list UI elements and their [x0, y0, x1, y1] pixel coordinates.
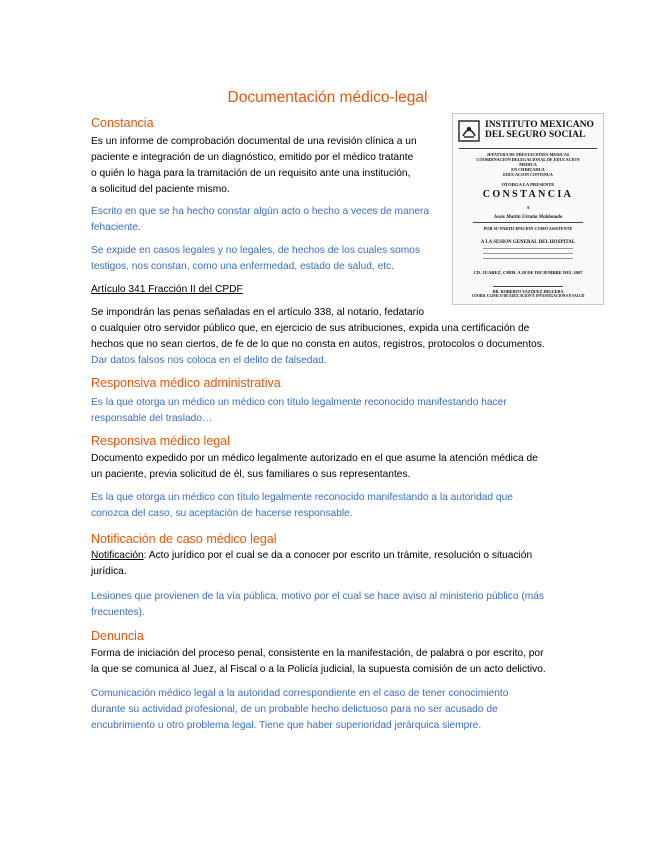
page-title: Documentación médico-legal	[227, 89, 428, 106]
text-line: conozca del caso, su aceptación de hacerse responsable.	[91, 508, 353, 519]
text-line: Lesiones que provienen de la vía pública, motivo por el cual se hace aviso al ministerio público (más	[91, 591, 545, 602]
constancia-note-2	[91, 243, 420, 275]
certificate-org	[485, 120, 601, 140]
org-line: INSTITUTO MEXICANO	[485, 120, 594, 130]
text-line: Se expide en casos legales y no legales, de hechos de los cuales somos	[91, 245, 421, 256]
denuncia-note	[91, 686, 565, 734]
text-line: Es la que otorga un médico un médico con título legalmente reconocido manifestando hacer	[91, 397, 507, 408]
heading-denuncia: Denuncia	[91, 629, 144, 643]
header-line: JEFATURA DE PRESTACIONES MEDICAS	[486, 152, 570, 157]
text-line: Comunicación médico legal a la autoridad correspondiente en el caso de tener conocimiento	[91, 688, 509, 699]
text-line: Documento expedido por un médico legalmente autorizado en el que asume la atención médica de	[91, 453, 538, 464]
article-heading-text: Artículo 341 Fracción II del CPDF	[91, 284, 243, 295]
text-line: paciente e integración de un diagnóstico, emitido por el médico tratante	[91, 152, 414, 163]
text-line: hechos que no sean ciertos, de fe de lo que no consta en autos, registros, protocolos o documentos.	[91, 339, 545, 350]
heading-responsiva-admin: Responsiva médico administrativa	[91, 376, 281, 390]
constancia-definition	[91, 134, 417, 198]
text-line: o cualquier otro servidor público que, en ejercicio de sus atribuciones, expida una certificación de	[91, 323, 530, 334]
text-line: responsable del traslado…	[91, 413, 213, 424]
header-line: MEDICA	[519, 162, 537, 167]
certificate-grants: OTORGA LA PRESENTE	[501, 182, 555, 187]
certificate-place-date: CD. JUAREZ, CHIH. A 20 DE DICIEMBRE DEL 2007	[473, 270, 583, 275]
divider	[459, 148, 597, 149]
responsiva-admin-text	[91, 395, 565, 427]
heading-responsiva-legal: Responsiva médico legal	[91, 434, 230, 448]
divider	[483, 253, 573, 254]
notificacion-definition	[91, 548, 532, 580]
header-line: EDUCACION CONTINUA	[503, 172, 553, 177]
text-line: o quién lo haga para la tramitación de un requisito ante una institución,	[91, 168, 411, 179]
certificate-recipient: Jesús Martín Urrutia Maldonado	[493, 215, 563, 220]
certificate-image	[452, 113, 604, 305]
text-line: a solicitud del paciente mismo.	[91, 184, 230, 195]
notificacion-note	[91, 589, 544, 621]
text-line: Forma de iniciación del proceso penal, consistente en la manifestación, de palabra o por escrito, por	[91, 648, 544, 659]
text-line: encubrimiento u otro problema legal. Tiene que haber superioridad jerárquica siempre.	[91, 720, 482, 731]
certificate-session: A LA SESION GENERAL DEL HOSPITAL	[480, 240, 576, 245]
heading-notificacion: Notificación de caso médico legal	[91, 532, 277, 546]
certificate-signer: DR. ROBERTO VAZQUEZ HIGUERA	[492, 289, 564, 294]
divider	[483, 258, 573, 259]
signature-line	[493, 286, 563, 287]
certificate-title: CONSTANCIA	[482, 189, 574, 200]
certificate-a: A	[526, 205, 530, 210]
text-line: Escrito en que se ha hecho constar algún acto o hecho a veces de manera	[91, 206, 430, 217]
certificate-header	[457, 152, 599, 177]
text-line: testigos, nos constan, como una enfermedad, estado de salud, etc.	[91, 261, 394, 272]
notificacion-term: Notificación	[91, 550, 144, 561]
text-line: frecuentes).	[91, 607, 145, 618]
certificate-signer-role: COORD. CLINICO DE EDUCACION E INVESTIGACION EN SALUD	[471, 294, 585, 298]
certificate-reason: POR SU PARTICIPACION COMO ASISTENTE	[483, 226, 573, 231]
article-note: Dar datos falsos nos coloca en el delito de falsedad.	[91, 355, 327, 366]
header-line: COORDINACION DELEGACIONAL DE EDUCACION	[476, 157, 580, 162]
article-text	[91, 305, 545, 369]
text-line: fehaciente.	[91, 222, 141, 233]
divider	[473, 222, 583, 223]
text-line: la que se comunica al Juez, al Fiscal o a la Policía judicial, la supuesta comisión de un acto delictivo.	[91, 664, 546, 675]
notificacion-def: : Acto jurídico por el cual se da a conocer por escrito un trámite, resolución o situación	[143, 550, 533, 561]
denuncia-definition	[91, 646, 546, 678]
text-line: Se impondrán las penas señaladas en el artículo 338, al notario, fedatario	[91, 307, 425, 318]
responsiva-legal-note	[91, 490, 513, 522]
text-line: jurídica.	[91, 566, 127, 577]
text-line: Es la que otorga un médico con título legalmente reconocido manifestando a la autoridad que	[91, 492, 513, 503]
imss-logo-icon	[458, 120, 480, 142]
org-line: DEL SEGURO SOCIAL	[485, 130, 586, 140]
header-line: EN CHIHUAHUA	[511, 167, 545, 172]
divider	[483, 248, 573, 249]
text-line: Es un informe de comprobación documental de una revisión clínica a un	[91, 136, 417, 147]
constancia-note-1	[91, 204, 429, 236]
responsiva-legal-text	[91, 451, 538, 483]
text-line: un paciente, previa solicitud de él, sus familiares o sus representantes.	[91, 469, 411, 480]
text-line: durante su actividad profesional, de un probable hecho delictuoso para no ser acusado de	[91, 704, 498, 715]
article-heading	[91, 282, 243, 298]
text-line	[91, 548, 532, 564]
heading-constancia: Constancia	[91, 116, 154, 130]
